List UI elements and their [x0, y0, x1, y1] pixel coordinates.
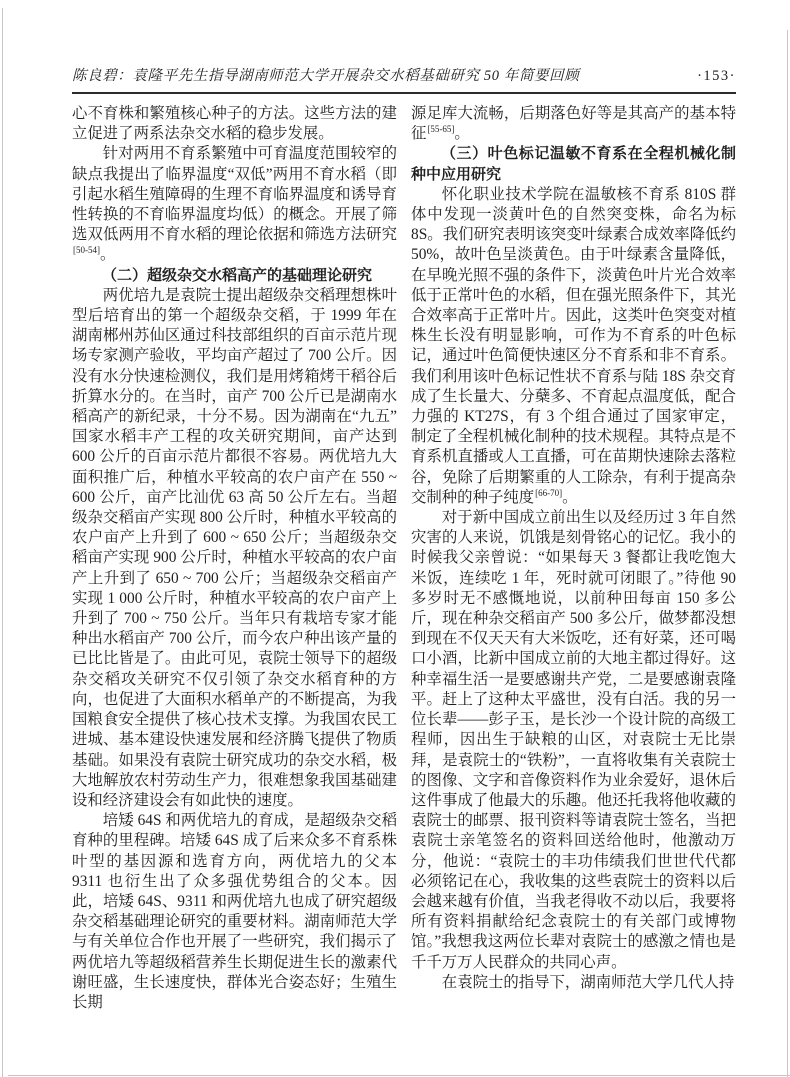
header-rule [72, 92, 736, 94]
paragraph: 心不育株和繁殖核心种子的方法。这些方法的建立促进了两系法杂交水稻的稳步发展。 [72, 105, 397, 143]
scan-edge-right [787, 30, 788, 1077]
page-number: ·153· [697, 68, 736, 84]
paragraph: 针对两用不育系繁殖中可育温度范围较窄的缺点我提出了临界温度“双低”两用不育水稻（即引起水稻生殖障碍的生理不育临界温度和诱导育性转换的不育临界温度均低）的概念。开展了筛选双低两用不育水稻的理论依据和筛选方法研究[50-54]。 [72, 145, 397, 264]
column-left [72, 104, 397, 1013]
citation-superscript: [66-70] [535, 487, 563, 498]
scan-edge-left [2, 8, 3, 1077]
paragraph: 培矮 64S 和两优培九的育成，是超级杂交稻育种的里程碑。培矮 64S 成了后来众多不育系株叶型的基因源和选育方向，两优培九的父本 9311 也衍生出了众多强优势组合的父本。因此，培矮 64S、9311 和两优培九也成了研究超级杂交稻基础理论研究的重要材料。湖南师范大学与有关单位合作也开展了一些研究，我们揭示了两优培九等超级稻营养生长期促进生长的激素代谢旺盛，生长速度快，群体光合姿态好；生殖生长期 [72, 812, 397, 1011]
citation-superscript: [55-65] [427, 124, 455, 135]
paragraph: 两优培九是袁院士提出超级杂交稻理想株叶型后培育出的第一个超级杂交稻，于 1999 年在湖南郴州苏仙区通过科技部组织的百亩示范片现场专家测产验收，平均亩产超过了 700 公斤。因没有水分快速检测仪，我们是用烤箱烤干稻谷后折算水分的。在当时，亩产 700 公斤已是湖南水稻高产的新纪录，十分不易。因为湖南在“九五”国家水稻丰产工程的攻关研究期间，亩产达到 600 公斤的百亩示范片都很不容易。两优培九大面积推广后，种植水平较高的农户亩产在 550 ~ 600 公斤，亩产比汕优 63 高 50 公斤左右。当超级杂交稻亩产实现 800 公斤时，种植水平较高的农户亩产上升到了 600 ~ 650 公斤；当超级杂交稻亩产实现 900 公斤时，种植水平较高的农户亩产上升到了 650 ~ 700 公斤；当超级杂交稻亩产实现 1 000 公斤时，种植水平较高的农户亩产上升到了 700 ~ 750 公斤。当年只有栽培专家才能种出水稻亩产 700 公斤，而今农户种出该产量的已比比皆是了。由此可见，袁院士领导下的超级杂交稻攻关研究不仅引领了杂交水稻育种的方向，也促进了大面积水稻单产的不断提高，为我国粮食安全提供了核心技术支撑。为我国农民工进城、基本建设快速发展和经济腾飞提供了物质基础。如果没有袁院士研究成功的杂交水稻，极大地解放农村劳动生产力，很难想象我国基础建设和经济建设会有如此快的速度。 [72, 286, 397, 809]
citation-superscript: [50-54] [73, 245, 100, 256]
paragraph: 怀化职业技术学院在温敏核不育系 810S 群体中发现一淡黄叶色的自然突变株，命名为标 8S。我们研究表明该突变叶绿素合成效率降低约 50%，故叶色呈淡黄色。由于叶绿素含量降低，在早晚光照不强的条件下，淡黄色叶片光合效率低于正常叶色的水稻，但在强光照条件下，其光合效率高于正常叶片。因此，这类叶色突变对植株生长没有明显影响，可作为不育系的叶色标记，通过叶色简便快速区分不育系和非不育系。我们利用该叶色标记性状不育系与陆 18S 杂交育成了生长量大、分蘖多、不育起点温度低，配合力强的 KT27S，有 3 个组合通过了国家审定，制定了全程机械化制种的技术规程。其特点是不育系机直播或人工直播，可在苗期快速除去落粒谷，免除了后期繁重的人工除杂，有利于提高杂交制种的种子纯度[66-70]。 [411, 185, 736, 506]
scan-edge-bottom [8, 1075, 790, 1076]
paragraph: 在袁院士的指导下，湖南师范大学几代人持 [441, 973, 735, 991]
column-right [411, 104, 736, 1013]
paragraph: 对于新中国成立前出生以及经历过 3 年自然灾害的人来说，饥饿是刻骨铭心的记忆。我小的时候我父亲曾说：“如果每天 3 餐都让我吃饱大米饭，连续吃 1 年，死时就可闭眼了。”待他 90 多岁时无不感慨地说，以前种田每亩 150 多公斤，现在种杂交稻亩产 500 多公斤，做梦都没想到现在不仅天天有大米饭吃，还有好菜，还可喝口小酒，比新中国成立前的大地主都过得好。这种幸福生活一是要感谢共产党，二是要感谢袁隆平。赶上了这种太平盛世，没有白活。我的另一位长辈——彭子玉，是长沙一个设计院的高级工程师，因出生于缺粮的山区，对袁院士无比崇拜，是袁院士的“铁粉”，一直将收集有关袁院士的图像、文字和音像资料作为业余爱好，退休后这件事成了他最大的乐趣。他还托我将他收藏的袁院士的邮票、报刊资料等请袁院士签名，当把袁院士亲笔签名的资料回送给他时，他激动万分，他说：“袁院士的丰功伟绩我们世世代代都必须铭记在心，我收集的这些袁院士的资料以后会越来越有价值，当我老得收不动以后，我要将所有资料捐献给纪念袁院士的有关部门或博物馆。”我想我这两位长辈对袁院士的感激之情也是千千万万人民群众的共同心声。 [411, 509, 736, 971]
section-heading: （三）叶色标记温敏不育系在全程机械化制种中应用研究 [411, 145, 736, 183]
paragraph: 源足库大流畅，后期落色好等是其高产的基本特征[55-65]。 [411, 105, 736, 143]
article-body [72, 104, 736, 1013]
section-heading: （二）超级杂交水稻高产的基础理论研究 [102, 266, 373, 284]
running-header [72, 64, 736, 85]
running-header-title: 陈良碧：袁隆平先生指导湖南师范大学开展杂交水稻基础研究 50 年简要回顾 [72, 68, 580, 84]
